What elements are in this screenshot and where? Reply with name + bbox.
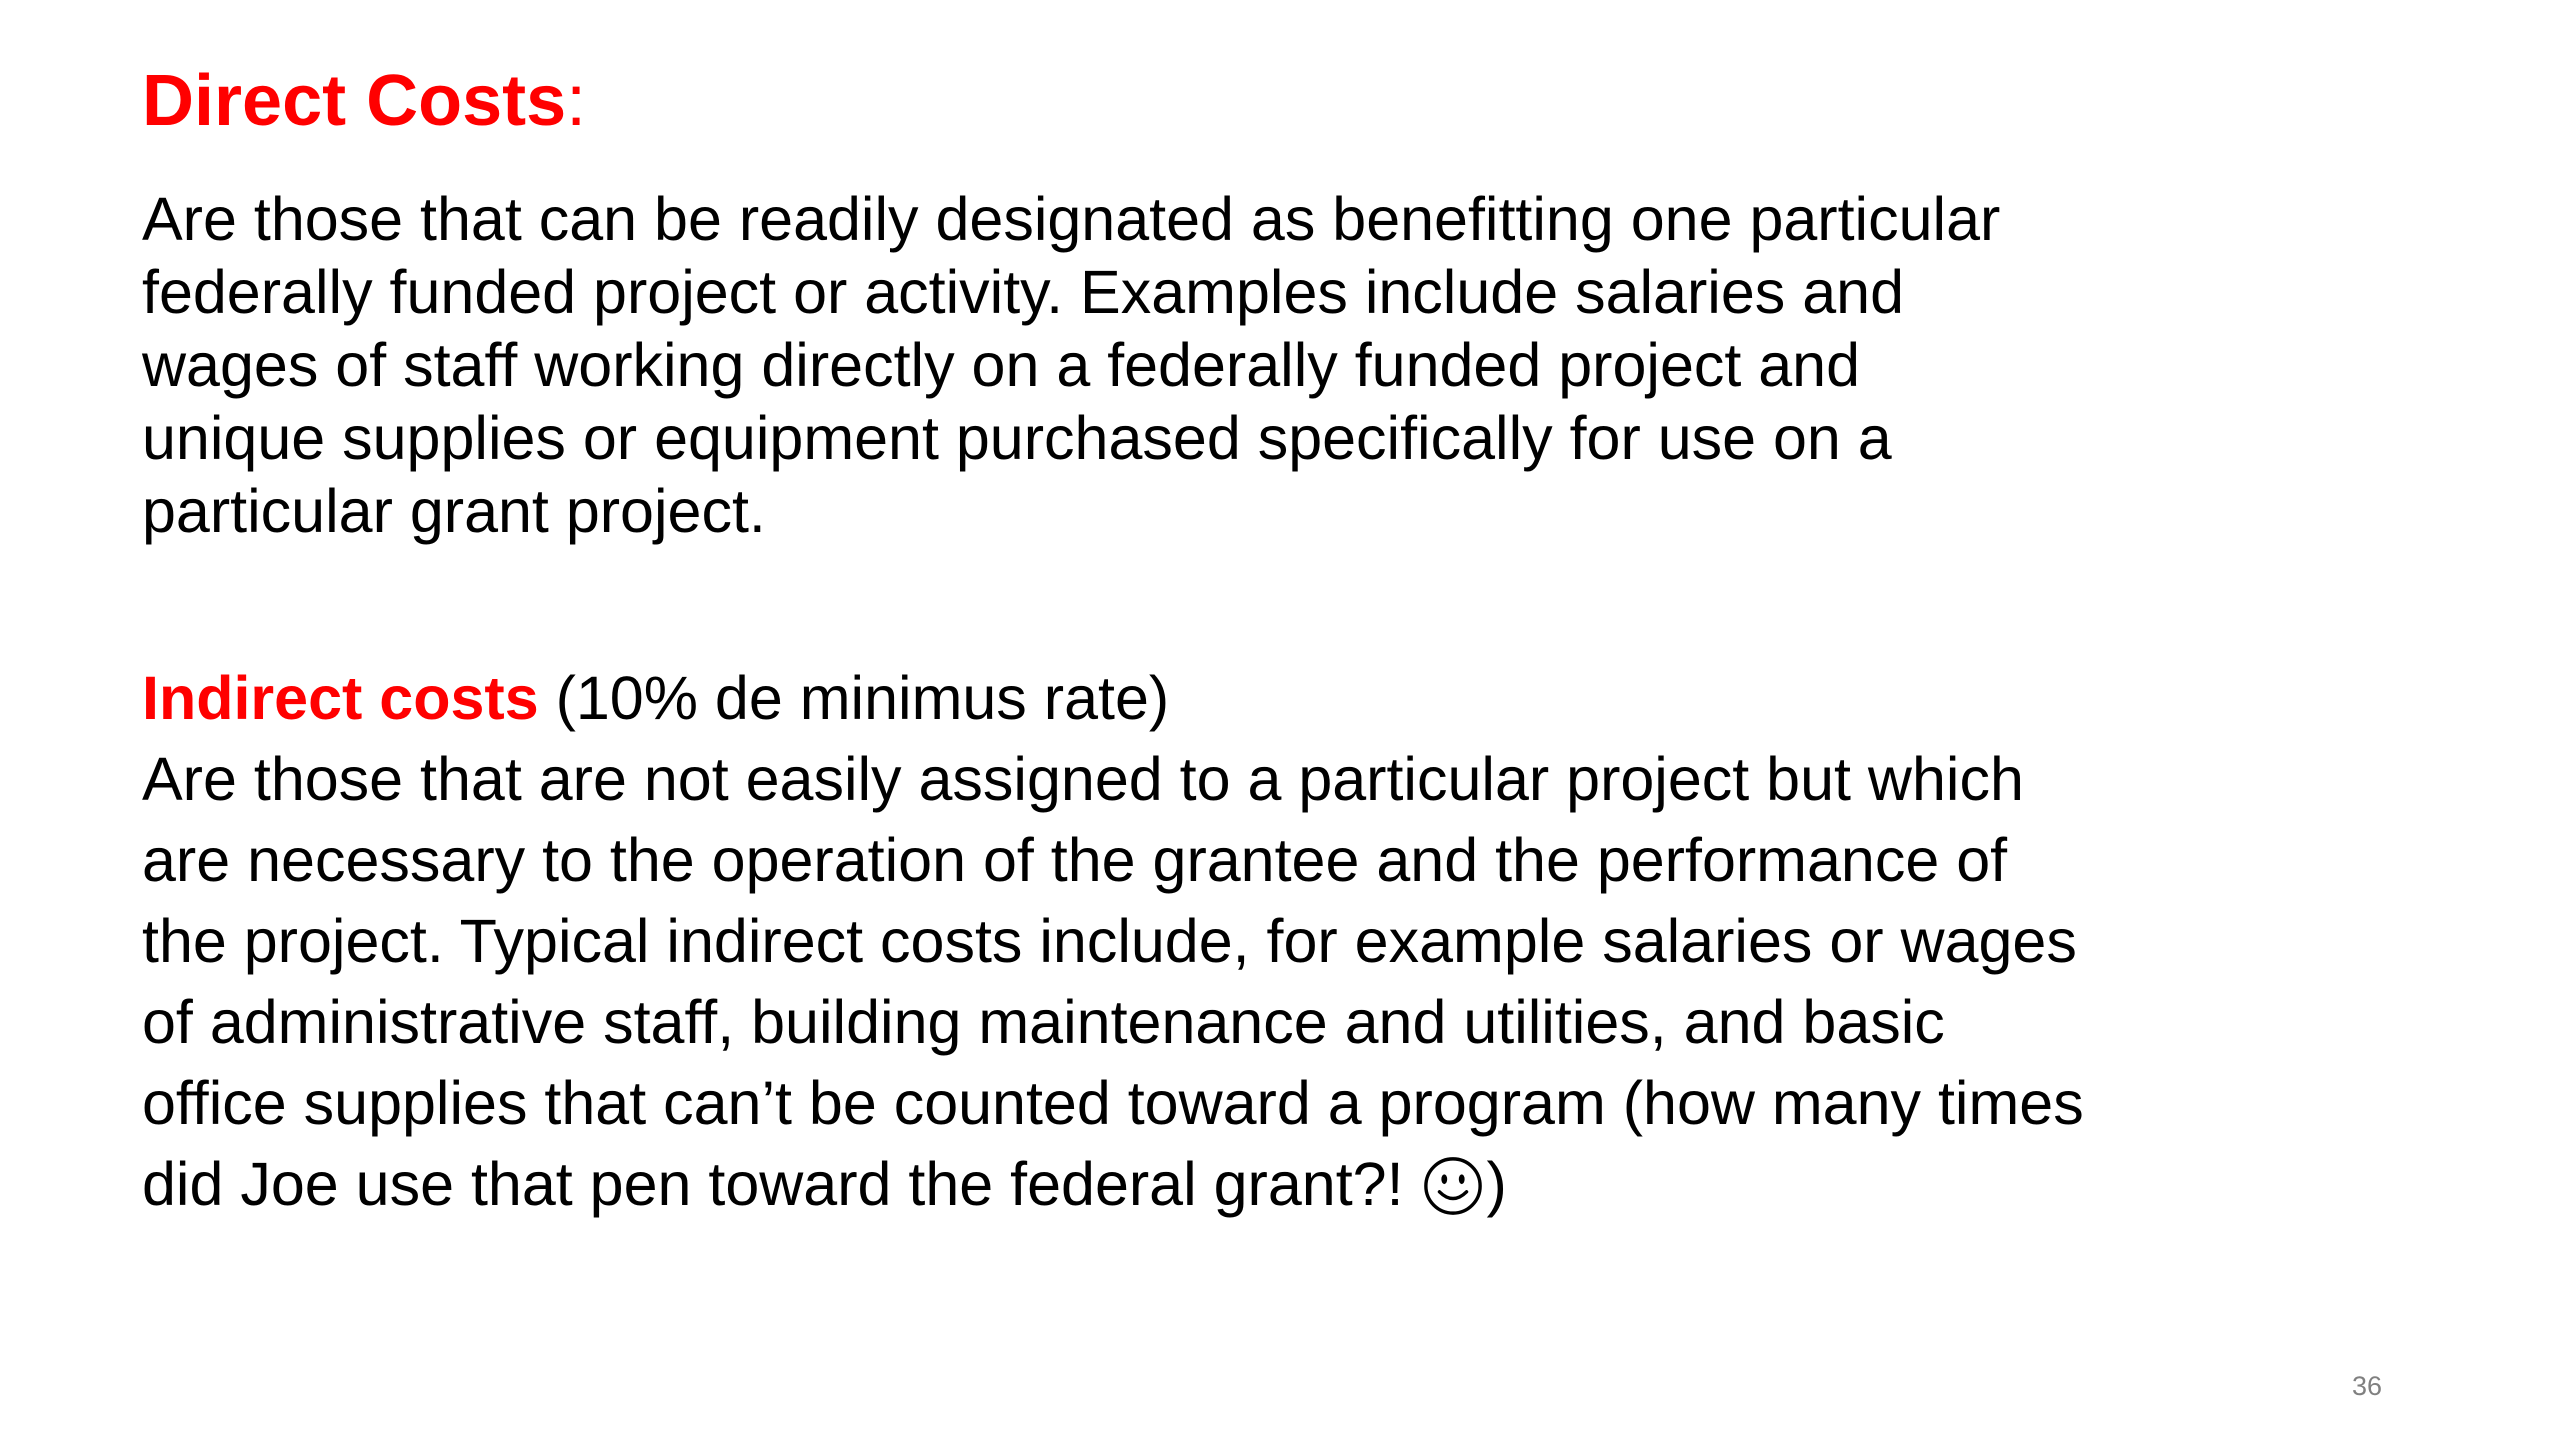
indirect-costs-heading-line [142,658,2442,739]
indirect-costs-line: of administrative staff, building maintenance and utilities, and basic [142,988,1945,1056]
heading-colon: : [566,61,587,141]
indirect-costs-section [142,658,2442,1225]
direct-costs-line: particular grant project. [142,477,766,545]
indirect-costs-line: Are those that are not easily assigned to a particular project but which [142,745,2024,813]
indirect-costs-last-line [142,1144,2442,1225]
indirect-costs-last-paren: ) [1486,1150,1507,1218]
direct-costs-title: Direct Costs [142,61,567,141]
direct-costs-heading [142,62,586,141]
indirect-costs-line: office supplies that can’t be counted toward a program (how many times [142,1069,2084,1137]
direct-costs-line: federally funded project or activity. Examples include salaries and [142,258,1905,326]
indirect-costs-line: are necessary to the operation of the grantee and the performance of [142,826,2008,894]
direct-costs-line: unique supplies or equipment purchased specifically for use on a [142,404,1892,472]
page-number: 36 [2352,1371,2383,1401]
indirect-costs-last-text: did Joe use that pen toward the federal grant?! [142,1150,1421,1218]
smiley-face-icon [1422,1155,1484,1217]
indirect-rate-note: (10% de minimus rate) [538,664,1170,732]
indirect-costs-label: Indirect costs [142,664,539,732]
direct-costs-line: Are those that can be readily designated as benefitting one particular [142,185,2001,253]
direct-costs-definition [142,183,2442,548]
direct-costs-line: wages of staff working directly on a federally funded project and [142,331,1861,399]
indirect-costs-line: the project. Typical indirect costs include, for example salaries or wages [142,907,2077,975]
